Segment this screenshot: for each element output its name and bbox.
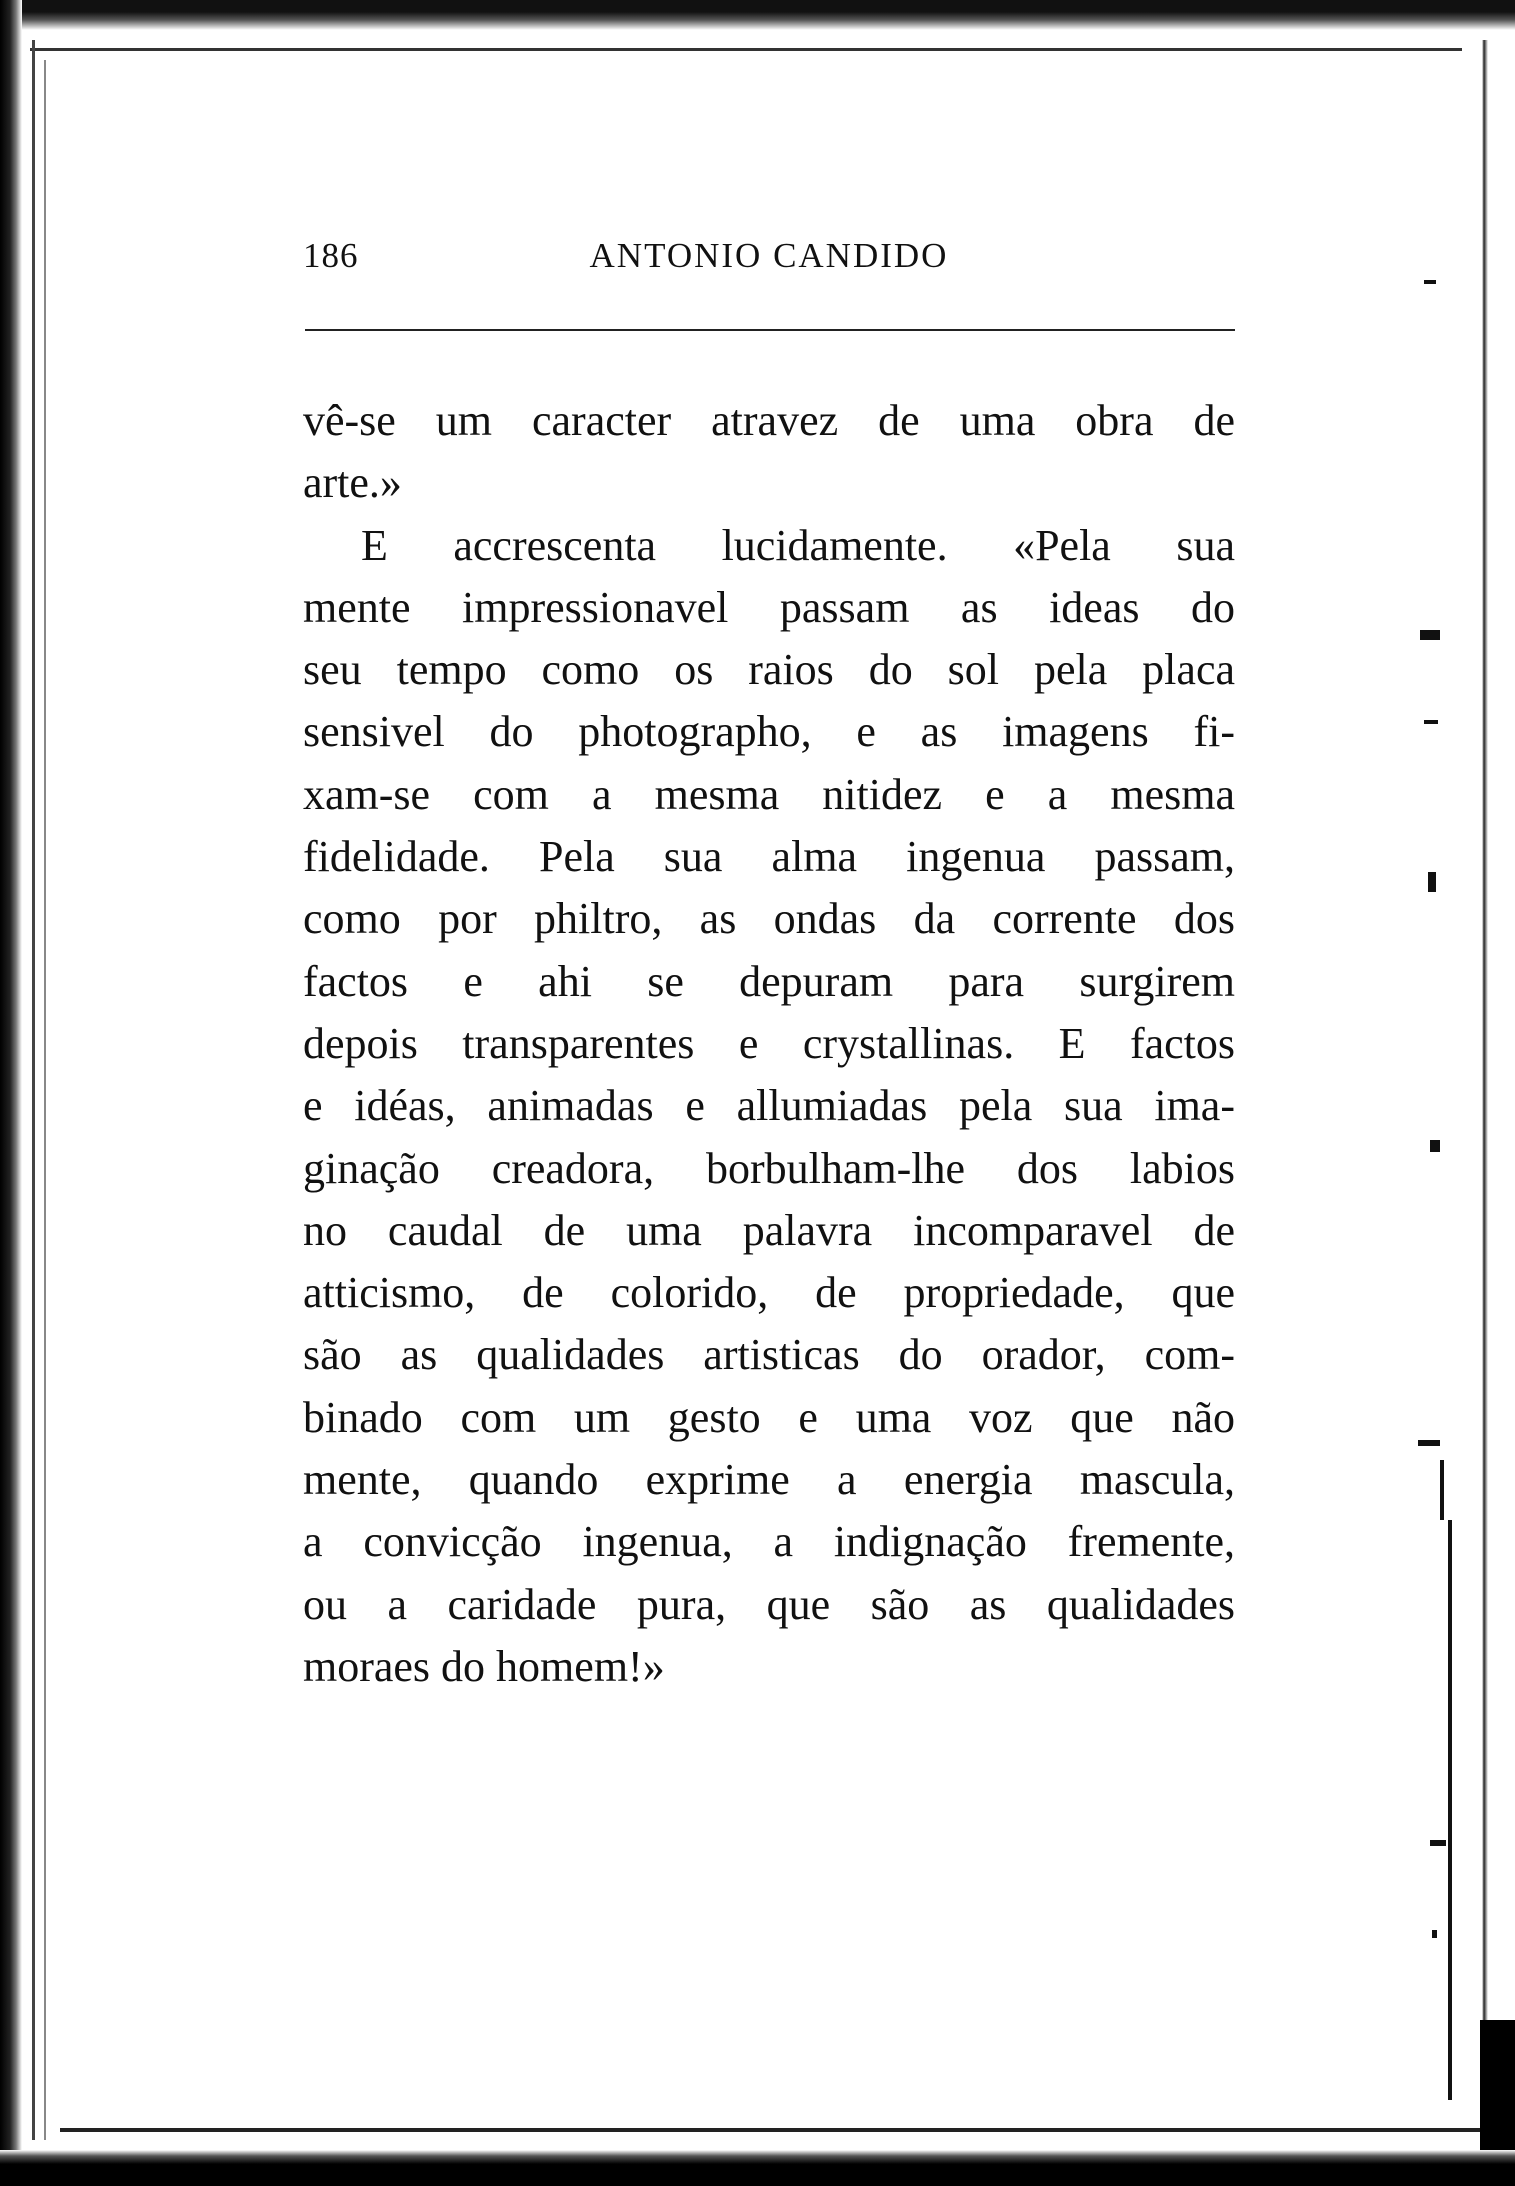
text-line: vê-se um caracter atravez de uma obra de	[303, 396, 1235, 445]
text-line: no caudal de uma palavra incomparavel de	[303, 1205, 1235, 1255]
margin-mark	[1448, 1520, 1452, 2100]
text-line: binado com um gesto e uma voz que não	[303, 1392, 1235, 1442]
margin-mark	[1418, 1440, 1440, 1446]
text-line: moraes do homem!»	[303, 1641, 665, 1691]
text-line: E accrescenta lucidamente. «Pela sua	[361, 520, 1235, 570]
text-line: arte.»	[303, 458, 402, 508]
text-line: como por philtro, as ondas da corrente dos	[303, 894, 1235, 944]
text-line: fidelidade. Pela sua alma ingenua passam,	[303, 832, 1235, 882]
book-edge-bottom-line	[60, 2128, 1480, 2132]
text-line: depois transparentes e crystallinas. E factos	[303, 1018, 1235, 1068]
text-line: sensivel do photographo, e as imagens fi-	[303, 707, 1235, 757]
text-line: mente impressionavel passam as ideas do	[303, 582, 1235, 632]
header-rule	[305, 329, 1235, 331]
text-line: e idéas, animadas e allumiadas pela sua ima-	[303, 1081, 1235, 1131]
text-line: xam-se com a mesma nitidez e a mesma	[303, 769, 1235, 819]
margin-mark	[1430, 1840, 1446, 1846]
text-line: mente, quando exprime a energia mascula,	[303, 1455, 1235, 1505]
running-title: ANTONIO CANDIDO	[589, 236, 949, 275]
text-line: são as qualidades artisticas do orador, com-	[303, 1330, 1235, 1380]
text-line: ginação creadora, borbulham-lhe dos labios	[303, 1143, 1235, 1193]
text-line: a convicção ingenua, a indignação fremente,	[303, 1517, 1235, 1567]
page-number: 186	[303, 236, 359, 275]
text-line: ou a caridade pura, que são as qualidades	[303, 1579, 1235, 1629]
margin-mark	[1430, 1140, 1440, 1152]
text-line: factos e ahi se depuram para surgirem	[303, 956, 1235, 1006]
margin-mark	[1440, 1460, 1444, 1520]
text-line: seu tempo como os raios do sol pela placa	[303, 645, 1235, 695]
text-line: atticismo, de colorido, de propriedade, que	[303, 1268, 1235, 1318]
book-edge-left-line	[32, 40, 35, 2140]
book-edge-left-line-inner	[44, 60, 46, 2140]
scan-edge-right	[1462, 40, 1515, 2186]
body-text	[303, 390, 1235, 1698]
margin-mark	[1420, 630, 1440, 640]
scan-edge-left	[0, 0, 22, 2186]
book-edge-top-line	[30, 48, 1470, 51]
margin-mark	[1432, 1930, 1437, 1938]
margin-mark	[1424, 280, 1436, 284]
margin-mark	[1428, 872, 1436, 892]
running-head	[303, 236, 1235, 286]
scan-edge-bottom	[0, 2150, 1515, 2186]
scan-edge-top	[0, 0, 1515, 30]
margin-mark	[1424, 720, 1438, 724]
